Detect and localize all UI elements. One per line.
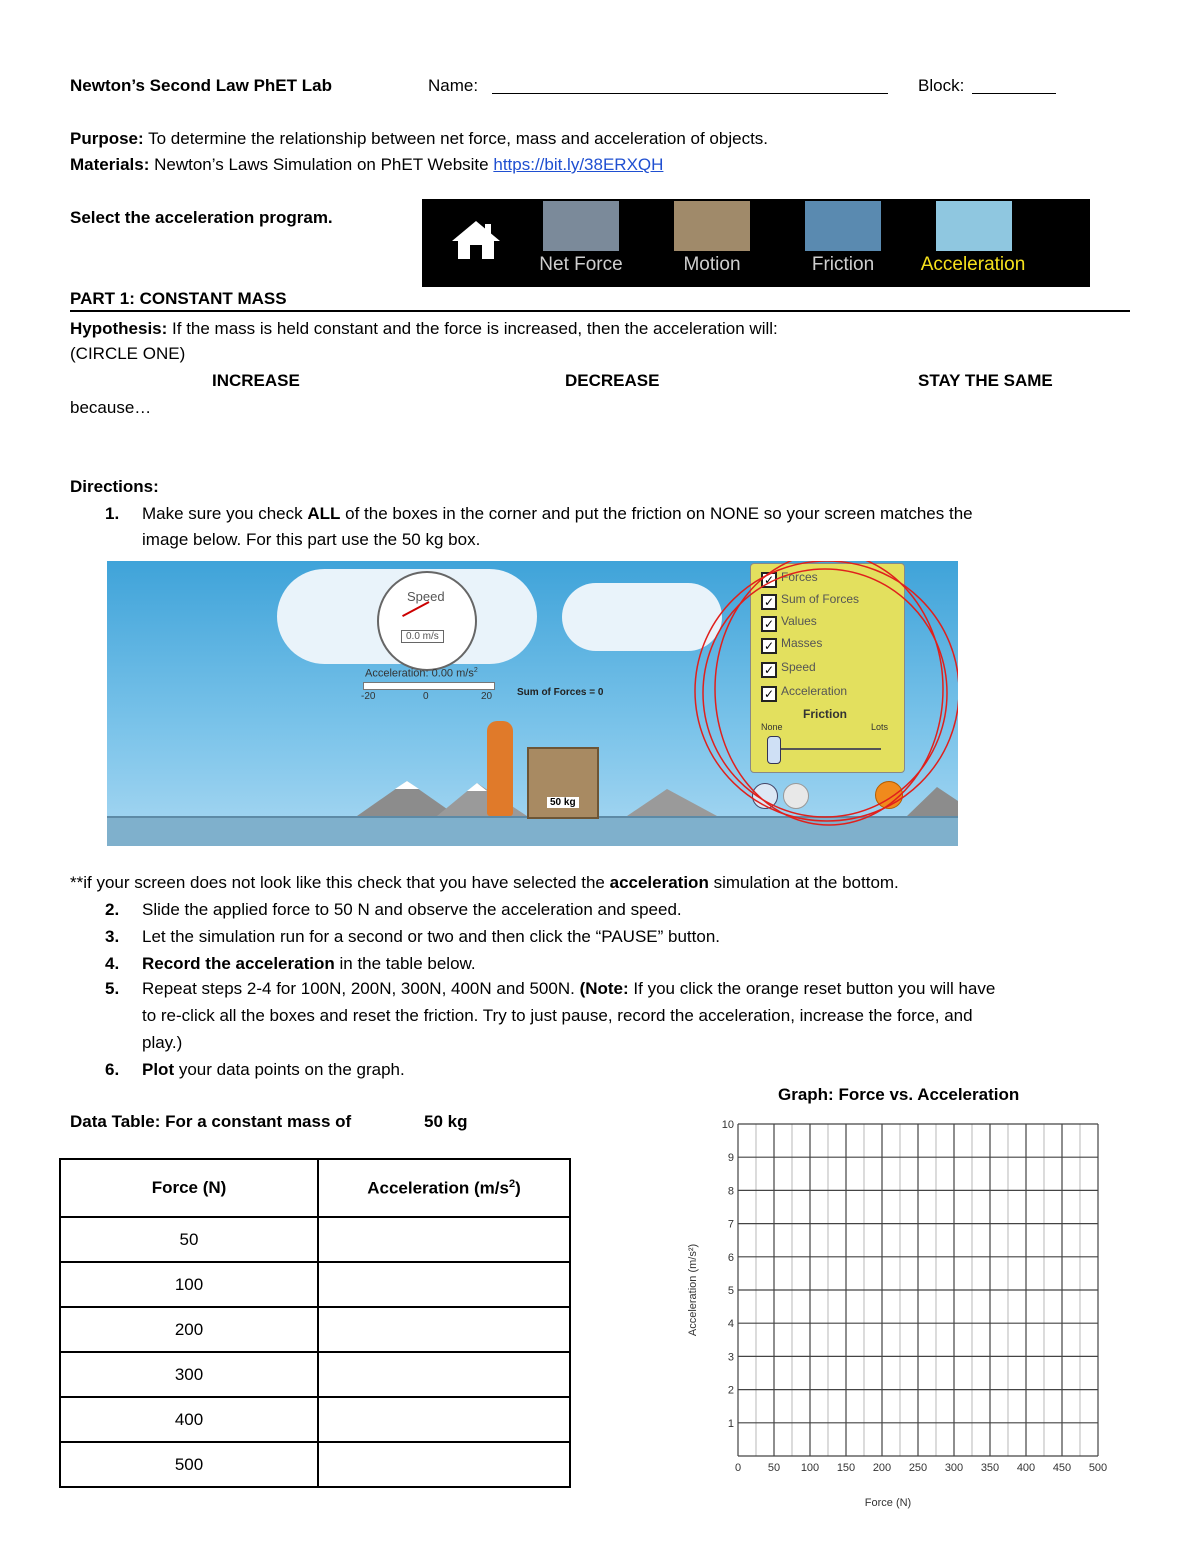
y-tick-label: 4	[727, 1318, 734, 1331]
checkbox-values[interactable]: ✓ Values	[761, 614, 817, 632]
home-icon[interactable]	[450, 219, 502, 261]
acceleration-entry[interactable]	[318, 1217, 570, 1262]
checkbox-label: Forces	[781, 570, 818, 584]
x-tick-label: 100	[800, 1462, 820, 1474]
checkbox-label: Masses	[781, 636, 823, 650]
block-field[interactable]	[972, 93, 1056, 94]
step6-bold: Plot	[142, 1060, 175, 1079]
motion-tab-icon[interactable]	[674, 201, 750, 251]
acceleration-tab-icon[interactable]	[936, 201, 1012, 251]
step-3: Let the simulation run for a second or two and then click the “PAUSE” button.	[142, 927, 720, 946]
checkbox-acceleration[interactable]: ✓ Acceleration	[761, 684, 847, 702]
y-tick-label: 6	[727, 1251, 734, 1264]
x-tick-label: 0	[734, 1462, 742, 1474]
col-accel-header	[318, 1159, 570, 1217]
step5-bold: (Note:	[579, 979, 629, 998]
checkbox-forces[interactable]: ✓ Forces	[761, 570, 818, 588]
step1-bold: ALL	[307, 504, 341, 523]
step6-post: your data points on the graph.	[178, 1060, 405, 1079]
hypothesis-text: If the mass is held constant and the force is increased, then the acceleration will:	[172, 319, 778, 338]
checkbox-label: Values	[781, 614, 817, 628]
acceleration-entry[interactable]	[318, 1397, 570, 1442]
y-tick-label: 8	[727, 1185, 734, 1198]
friction-label: Friction	[803, 707, 847, 721]
force-cell: 50	[60, 1217, 318, 1262]
step5-post: If you click the orange reset button you will have	[633, 979, 996, 998]
x-tick-label: 300	[944, 1462, 964, 1474]
step-number-5: 5.	[105, 979, 120, 998]
speed-readout: 0.0 m/s	[401, 630, 444, 643]
checkbox-masses[interactable]: ✓ Masses	[761, 636, 822, 654]
phet-nav-bar	[422, 199, 1090, 287]
step-5-line3: play.)	[142, 1033, 183, 1052]
col2-close: )	[515, 1178, 521, 1198]
step4-post: in the table below.	[339, 954, 476, 973]
crate	[527, 747, 599, 819]
col2-sup: 2	[508, 1177, 516, 1190]
purpose-label: Purpose:	[70, 129, 144, 148]
simulation-screenshot	[107, 561, 958, 846]
step-4	[142, 954, 476, 974]
step-5-line2: to re-click all the boxes and reset the friction. Try to just pause, record the acceleration, increase the force, and	[142, 1006, 973, 1025]
tab-friction[interactable]: Friction	[811, 254, 875, 275]
data-table-caption: Data Table: For a constant mass of	[70, 1112, 352, 1131]
friction-lots-label: Lots	[871, 722, 889, 732]
net-force-tab-icon[interactable]	[543, 201, 619, 251]
accel-tick: 20	[481, 691, 493, 702]
acceleration-readout: Acceleration: 0.00 $m/s^2$	[365, 667, 478, 680]
force-cell: 400	[60, 1397, 318, 1442]
step-number-2: 2.	[105, 900, 120, 919]
block-label: Block:	[918, 76, 965, 95]
step-6	[142, 1060, 405, 1080]
step-number-3: 3.	[105, 927, 120, 946]
col2-text: Acceleration (m/s	[367, 1178, 509, 1198]
step1-pre: Make sure you check	[142, 504, 303, 523]
note-bold: acceleration	[609, 873, 709, 892]
data-table	[59, 1158, 571, 1488]
tab-acceleration[interactable]: Acceleration	[920, 254, 1026, 275]
step-2: Slide the applied force to 50 N and observe the acceleration and speed.	[142, 900, 682, 919]
name-label: Name:	[428, 76, 479, 95]
acceleration-entry[interactable]	[318, 1307, 570, 1352]
tab-motion[interactable]: Motion	[683, 254, 741, 275]
page-title: Newton’s Second Law PhET Lab	[70, 76, 332, 95]
x-tick-label: 350	[980, 1462, 1000, 1474]
x-tick-label: 150	[836, 1462, 856, 1474]
step-number-1: 1.	[105, 504, 120, 523]
y-axis-label: Acceleration (m/s²)	[687, 1243, 699, 1337]
y-tick-label: 3	[727, 1351, 734, 1364]
step-number-4: 4.	[105, 954, 120, 973]
graph-title: Graph: Force vs. Acceleration	[778, 1085, 1020, 1104]
directions-label: Directions:	[70, 477, 159, 496]
force-cell: 100	[60, 1262, 318, 1307]
sum-of-forces-label: Sum of Forces = 0	[517, 687, 604, 698]
hypothesis-label: Hypothesis:	[70, 319, 168, 338]
part1-heading: PART 1: CONSTANT MASS	[70, 289, 287, 308]
x-axis-label: Force (N)	[864, 1497, 912, 1509]
because-label: because…	[70, 398, 152, 417]
step1-post: of the boxes in the corner and put the friction on NONE so your screen matches the	[345, 504, 973, 523]
applied-force-figure	[487, 721, 513, 816]
y-tick-label: 9	[727, 1152, 734, 1165]
x-tick-label: 50	[767, 1462, 781, 1474]
step-number-6: 6.	[105, 1060, 120, 1079]
note-post: simulation at the bottom.	[713, 873, 899, 892]
choice-decrease[interactable]: DECREASE	[565, 371, 660, 390]
note-line	[70, 873, 899, 893]
force-cell: 500	[60, 1442, 318, 1487]
checkbox-label: Speed	[781, 660, 816, 674]
x-tick-label: 250	[908, 1462, 928, 1474]
checkbox-speed[interactable]: ✓ Speed	[761, 660, 816, 678]
step-1-line2: image below. For this part use the 50 kg box.	[142, 530, 481, 549]
step4-bold: Record the acceleration	[142, 954, 335, 973]
select-instruction: Select the acceleration program.	[70, 208, 333, 227]
y-tick-label: 2	[727, 1384, 734, 1397]
col-force-header: Force (N)	[60, 1159, 318, 1217]
acceleration-entry[interactable]	[318, 1442, 570, 1487]
acceleration-entry[interactable]	[318, 1262, 570, 1307]
purpose-text: To determine the relationship between net force, mass and acceleration of objects.	[148, 129, 769, 148]
x-tick-label: 400	[1016, 1462, 1036, 1474]
step-1	[142, 504, 973, 524]
checkbox-label: Sum of Forces	[781, 592, 860, 606]
accel-tick: -20	[361, 691, 376, 702]
tab-net-force[interactable]: Net Force	[539, 254, 623, 275]
note-pre: **if your screen does not look like this check that you have selected the	[70, 873, 605, 892]
choice-increase[interactable]: INCREASE	[212, 371, 300, 390]
force-cell: 200	[60, 1307, 318, 1352]
materials-line	[70, 155, 663, 175]
x-tick-label: 450	[1052, 1462, 1072, 1474]
y-tick-label: 1	[727, 1417, 734, 1430]
speed-label: Speed	[407, 589, 445, 604]
x-tick-label: 200	[872, 1462, 892, 1474]
accel-tick: 0	[423, 691, 429, 702]
force-cell: 300	[60, 1352, 318, 1397]
y-tick-label: 10	[721, 1119, 734, 1131]
y-tick-label: 7	[727, 1218, 734, 1231]
step-5	[142, 979, 995, 999]
materials-link[interactable]: https://bit.ly/38ERXQH	[493, 155, 664, 174]
step5-pre: Repeat steps 2-4 for 100N, 200N, 300N, 400N and 500N.	[142, 979, 575, 998]
data-table-mass: 50 kg	[424, 1112, 468, 1131]
choice-stay-same[interactable]: STAY THE SAME	[918, 371, 1053, 390]
hypothesis-line	[70, 319, 778, 339]
part1-rule	[70, 310, 1130, 312]
y-tick-label: 5	[727, 1285, 734, 1297]
acceleration-meter	[363, 682, 495, 690]
accel-label: Acceleration: 0.00 m/s	[365, 667, 474, 680]
red-circle-annotation	[687, 561, 958, 846]
materials-text: Newton’s Laws Simulation on PhET Website	[154, 155, 489, 174]
name-field[interactable]	[492, 93, 888, 94]
force-acceleration-graph[interactable]	[680, 1110, 1140, 1520]
x-tick-label: 500	[1088, 1462, 1108, 1474]
crate-mass-label: 50 kg	[547, 797, 579, 808]
checkbox-sum-of-forces[interactable]: ✓ Sum of Forces	[761, 592, 859, 610]
circle-one-label: (CIRCLE ONE)	[70, 344, 186, 363]
purpose-line	[70, 129, 768, 149]
speedometer	[377, 571, 477, 671]
checkbox-label: Acceleration	[781, 684, 848, 698]
acceleration-entry[interactable]	[318, 1352, 570, 1397]
friction-none-label: None	[761, 722, 783, 732]
materials-label: Materials:	[70, 155, 150, 174]
friction-tab-icon[interactable]	[805, 201, 881, 251]
